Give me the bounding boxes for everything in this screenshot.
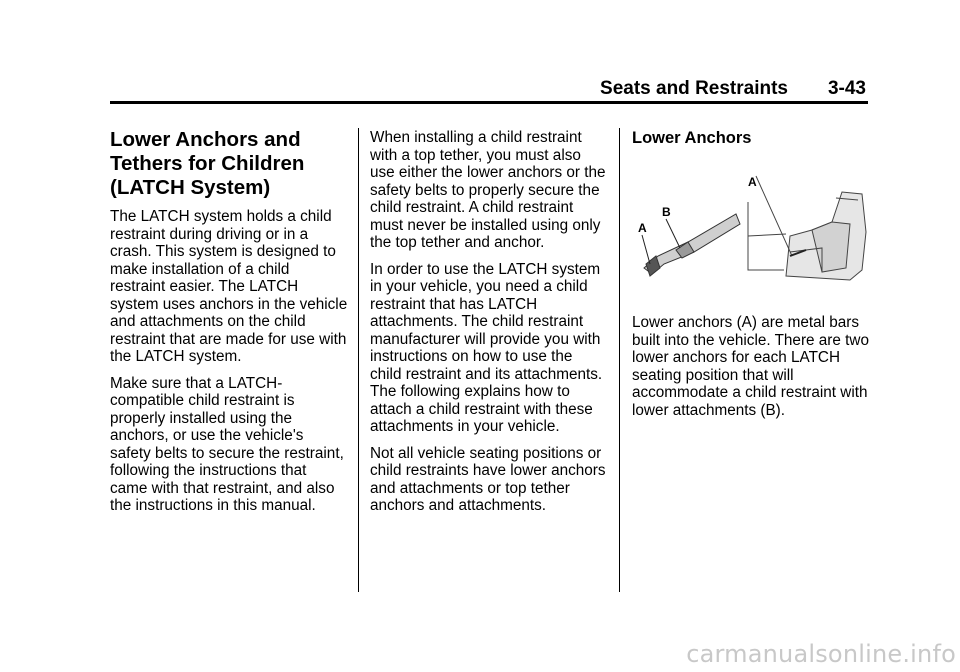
heading-line-3: (LATCH System) [110, 176, 271, 199]
header-rule [110, 101, 868, 104]
column-divider [619, 128, 620, 592]
figure-caption-paragraph: Lower anchors (A) are metal bars built into the vehicle. There are two lower anchors for each LATCH seating position that will accommodate a child restraint with lower attachments (B). [632, 314, 869, 419]
section-heading [110, 128, 348, 200]
column-2 [370, 129, 608, 524]
heading-line-1: Lower Anchors and [110, 128, 301, 151]
column-divider [358, 128, 359, 592]
label-a-left: A [638, 221, 647, 235]
heading-line-2: Tethers for Children [110, 152, 305, 175]
lower-anchor-illustration [636, 172, 868, 284]
label-a-top: A [748, 175, 757, 189]
inset-frame [748, 176, 792, 270]
child-seat-drawing [786, 192, 866, 280]
lower-attachment-strap [644, 214, 740, 276]
paragraph: Not all vehicle seating positions or child restraints have lower anchors and attachments or top tether anchors and attachments. [370, 444, 606, 514]
paragraph: In order to use the LATCH system in your vehicle, you need a child restraint that has LATCH attachments. The child restraint manufacturer will provide you with instructions on how to use the child restraint and its attachments. The following explains how to attach a child restraint with these attachments in your vehicle. [370, 260, 603, 435]
column-1 [110, 128, 348, 524]
label-b: B [662, 205, 671, 219]
paragraph: When installing a child restraint with a top tether, you must also use either the lower anchors or the safety belts to properly secure the child restraint. A child restraint must never be installed using only the top tether and anchor. [370, 129, 606, 251]
column-3 [632, 128, 872, 148]
paragraph: The LATCH system holds a child restraint during driving or in a crash. This system is designed to make installation of a child restraint easier. The LATCH system uses anchors in the vehicle and attachments on the child restraint that are made for use with the LATCH system. [110, 208, 348, 365]
watermark: carmanualsonline.info [686, 640, 956, 668]
paragraph: Make sure that a LATCH-compatible child restraint is properly installed using the anchors, or use the vehicle's safety belts to secure the restraint, following the instructions that came with that restraint, and also the instructions in this manual. [110, 374, 344, 514]
page-header [110, 78, 868, 102]
page-number: 3-43 [827, 78, 866, 99]
section-title: Seats and Restraints [600, 78, 788, 99]
subheading: Lower Anchors [632, 129, 752, 147]
